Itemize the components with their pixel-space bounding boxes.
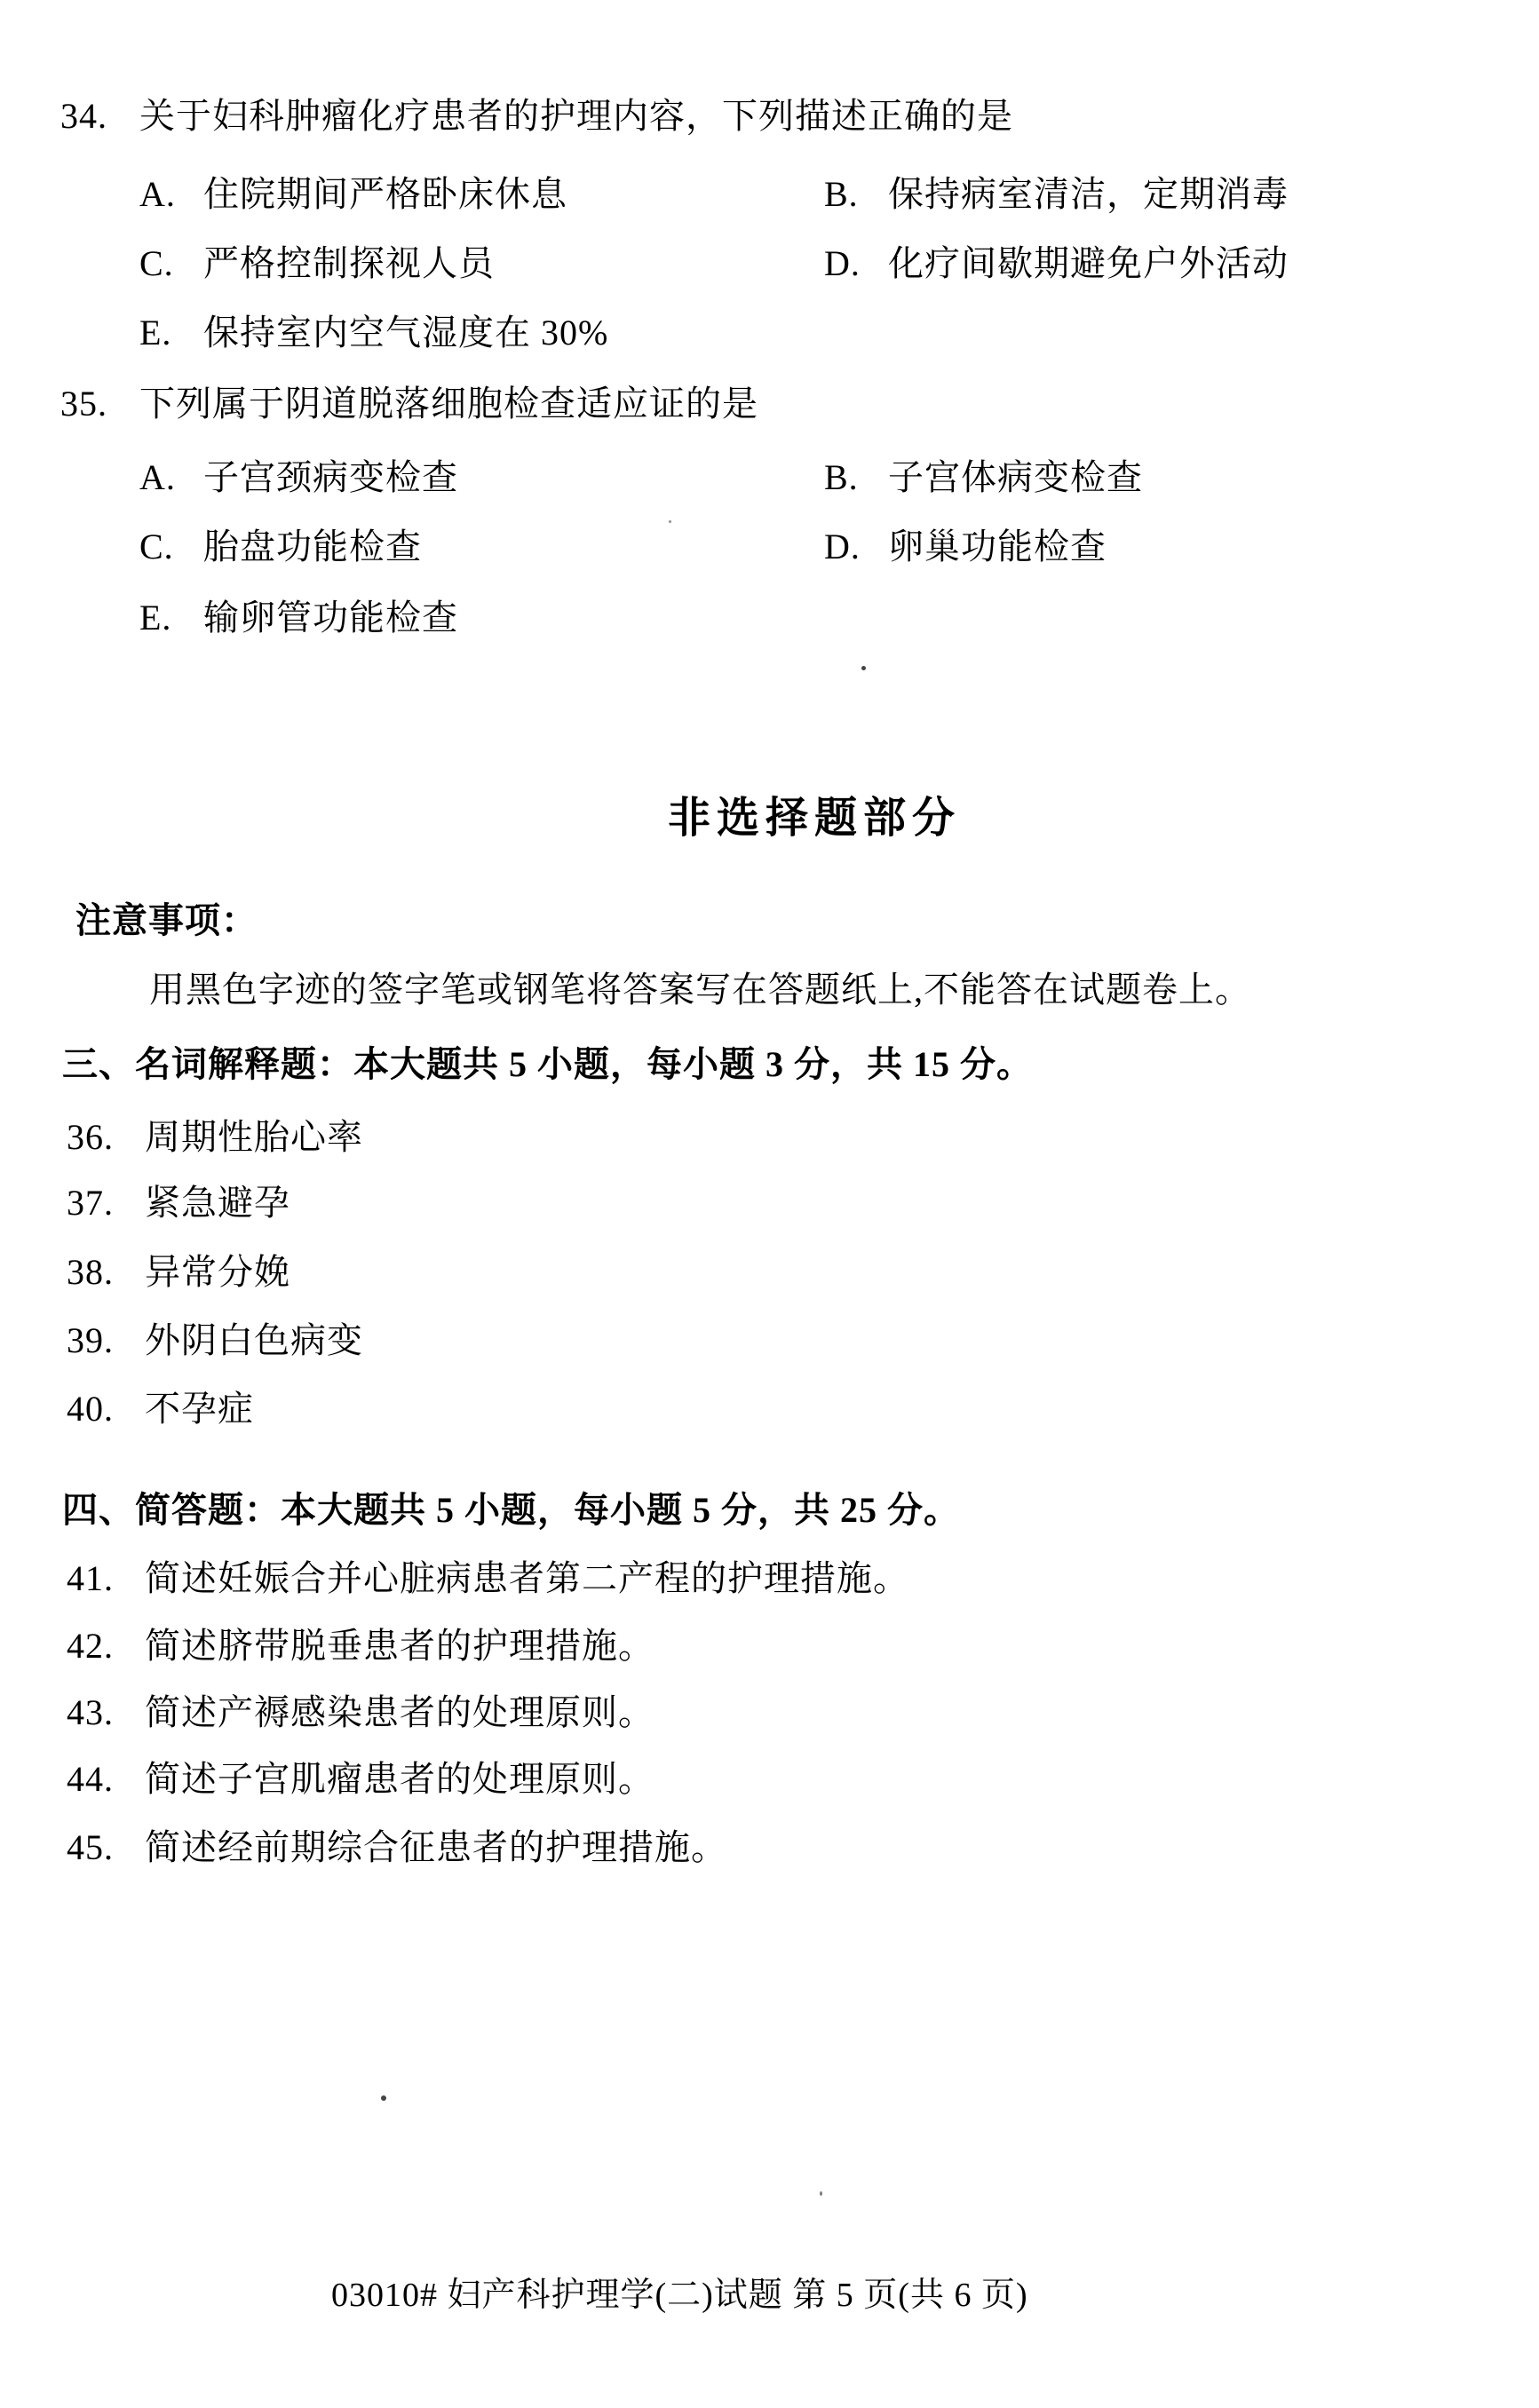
item-36 [67,1117,363,1158]
page-footer: 03010# 妇产科护理学(二)试题 第 5 页(共 6 页) [331,2277,1028,2314]
item-43-text: 简述产褥感染患者的处理原则。 [145,1692,654,1732]
option-a-label: A. [139,174,176,214]
item-42-text: 简述脐带脱垂患者的护理措施。 [145,1626,654,1666]
option-c-label: C. [139,243,174,283]
item-37-number: 37. [67,1183,114,1223]
option-c-text: 胎盘功能检查 [203,527,422,566]
section-4-title: 四、简答题：本大题共 5 小题，每小题 5 分，共 25 分。 [62,1490,960,1530]
option-c-text: 严格控制探视人员 [203,243,495,283]
item-38-text: 异常分娩 [145,1252,290,1292]
item-42 [67,1626,654,1667]
question-34-option-d [824,243,1289,284]
item-37 [67,1183,290,1224]
item-39-number: 39. [67,1320,114,1360]
item-45 [67,1827,727,1868]
item-43 [67,1692,654,1733]
section-3-title: 三、名词解释题：本大题共 5 小题，每小题 3 分，共 15 分。 [62,1044,1033,1084]
item-38 [67,1252,290,1293]
option-d-text: 卵巢功能检查 [888,527,1107,566]
scan-speck [669,520,671,523]
item-42-number: 42. [67,1626,114,1666]
option-e-text: 保持室内空气湿度在 30% [203,313,609,352]
option-c-label: C. [139,527,174,566]
question-35-option-e [139,598,458,638]
question-35-option-d [824,527,1107,567]
item-44-number: 44. [67,1759,114,1799]
question-34-option-c [139,243,495,284]
question-34-text: 关于妇科肿瘤化疗患者的护理内容，下列描述正确的是 [139,96,1013,136]
item-44-text: 简述子宫肌瘤患者的处理原则。 [145,1759,654,1799]
notice-title: 注意事项： [75,900,258,940]
option-e-text: 输卵管功能检查 [203,598,458,638]
option-a-text: 子宫颈病变检查 [203,457,458,497]
option-d-text: 化疗间歇期避免户外活动 [888,243,1289,283]
item-41-number: 41. [67,1558,114,1598]
question-34 [60,96,1013,137]
question-35-option-c [139,527,422,567]
item-36-number: 36. [67,1117,114,1157]
item-39-text: 外阴白色病变 [145,1320,363,1360]
question-34-option-e [139,313,608,353]
item-41 [67,1558,909,1599]
scan-speck [381,2095,386,2101]
question-35-text: 下列属于阴道脱落细胞检查适应证的是 [139,384,758,424]
option-b-label: B. [824,457,859,497]
item-45-text: 简述经前期综合征患者的护理措施。 [145,1827,727,1867]
option-a-label: A. [139,457,176,497]
section-heading: 非选择题部分 [668,795,962,842]
question-34-number: 34. [60,96,107,136]
question-35-option-a [139,457,458,498]
item-43-number: 43. [67,1692,114,1732]
item-44 [67,1759,654,1800]
option-d-label: D. [824,527,861,566]
option-e-label: E. [139,313,172,352]
item-45-number: 45. [67,1827,114,1867]
notice-body: 用黑色字迹的签字笔或钢笔将答案写在答题纸上,不能答在试题卷上。 [149,970,1251,1010]
scan-speck [820,2191,822,2196]
option-e-label: E. [139,598,172,638]
item-36-text: 周期性胎心率 [145,1117,363,1157]
option-b-label: B. [824,174,859,214]
item-40 [67,1389,254,1430]
question-34-option-b [824,174,1289,215]
item-37-text: 紧急避孕 [145,1183,290,1223]
item-40-text: 不孕症 [145,1389,254,1429]
question-34-option-a [139,174,567,215]
item-39 [67,1320,363,1361]
scan-speck [861,666,866,670]
question-35-number: 35. [60,384,107,424]
item-38-number: 38. [67,1252,114,1292]
item-41-text: 简述妊娠合并心脏病患者第二产程的护理措施。 [145,1558,909,1598]
option-b-text: 子宫体病变检查 [888,457,1143,497]
option-d-label: D. [824,243,861,283]
question-35-option-b [824,457,1143,498]
question-35 [60,384,758,424]
item-40-number: 40. [67,1389,114,1429]
option-a-text: 住院期间严格卧床休息 [203,174,567,214]
option-b-text: 保持病室清洁，定期消毒 [888,174,1289,214]
